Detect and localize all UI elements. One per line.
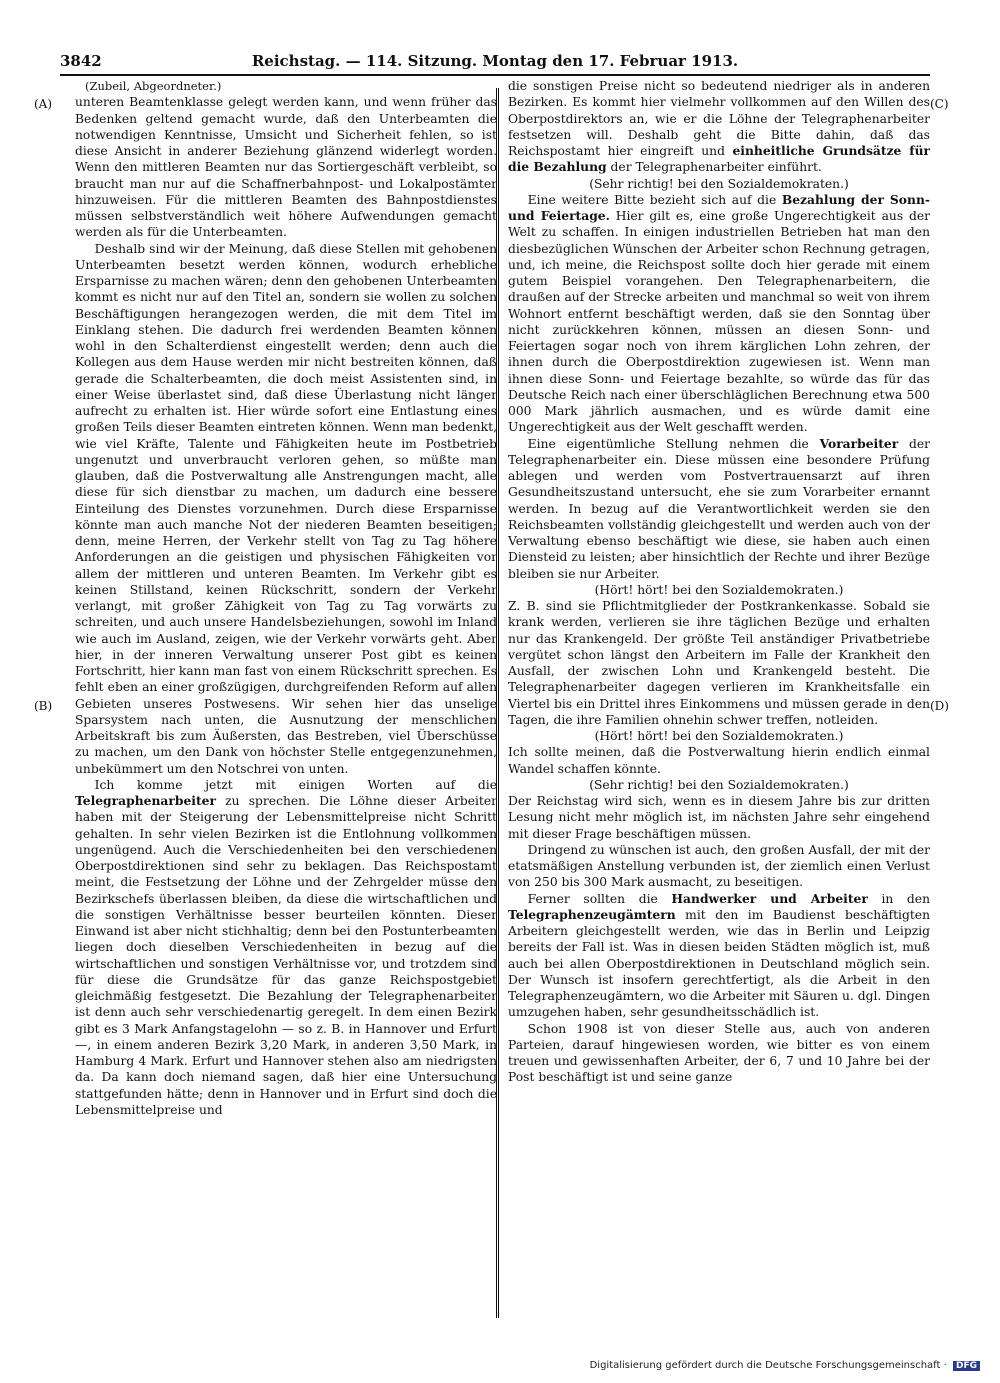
emphasis: einheitliche Grundsätze für die Bezahlung [508, 143, 930, 175]
emphasis: Bezahlung der Sonn- und Feiertage. [508, 191, 930, 223]
dfg-logo: DFG [953, 1361, 980, 1371]
margin-marker-a: (A) [34, 97, 53, 111]
paragraph: Ich sollte meinen, daß die Postverwaltung hierin endlich einmal Wandel schaffen könnte. [508, 745, 930, 776]
interjection: (Hört! hört! bei den Sozialdemokraten.) [594, 582, 844, 597]
emphasis: Telegraphenzeugämtern [508, 906, 676, 922]
paragraph: Eine eigentümliche Stellung nehmen die Vorarbeiter der Telegraphenarbeiter ein. Diese müssen eine besondere Prüfung ablegen und werden vom Postvertrauensarzt auf ihren Gesundheitszustand untersucht, ehe sie zum Vorarbeiter ernannt werden. In bezug auf die Verantwortlichkeit werden sie den Reichsbeamten vollständig gleichgestellt und werden auch von der Verwaltung ebenso beschäftigt wie diese, sie haben auch einen Dienstеid zu leisten; aber hinsichtlich der Rechte und ihrer Bezüge bleiben sie nur Arbeiter. [508, 435, 931, 581]
paragraph: Der Reichstag wird sich, wenn es in diesem Jahre bis zur dritten Lesung nicht mehr möglich ist, im nächsten Jahre sehr eingehend mit dieser Frage beschäftigen müssen. [508, 794, 930, 841]
page-header [60, 52, 930, 76]
footer-text: Digitalisierung gefördert durch die Deutsche Forschungsgemeinschaft · [589, 1360, 947, 1371]
margin-marker-d: (D) [930, 699, 949, 713]
paragraph: unteren Beamtenklasse gelegt werden kann, und wenn früher das Bedenken geltend gemacht wurde, daß den Unterbeamten die notwendigen Kenntnisse, Umsicht und Sicherheit fehlen, so ist diese Ansicht in anderer Beziehung glänzend widerlegt worden. Wenn den mittleren Beamten nur das Sortiergeschäft verbleibt, so braucht man nur auf die Schaffnerbahnpost- und Lokalpostämter hinzuweisen. Für die mittleren Beamten des Bahnpostdienstes müssen selbstverständlich weit höhere Aufwendungen gemacht werden als für die Unterbeamten. [75, 95, 497, 240]
left-column [75, 78, 497, 1118]
interjection: (Sehr richtig! bei den Sozialdemokraten.) [589, 777, 849, 792]
paragraph: Ich komme jetzt mit einigen Worten auf die Telegraphenarbeiter zu sprechen. Die Löhne dieser Arbeiter haben mit der Steigerung der Lebensmittelpreise nicht Schritt gehalten. In sehr vielen Bezirken ist die Entlohnung vollkommen ungenügend. Auch die Verschiedenheiten bei den verschiedenen Oberpostdirektionen sind sehr zu beklagen. Das Reichspostamt meint, die Festsetzung der Löhne und der Zehrgelder müsse den Bezirkschefs überlassen bleiben, da diese die wirtschaftlichen und die sonstigen Verhältnisse besser beurteilen könnten. Dieser Einwand ist aber nicht stichhaltig; denn bei den Postunterbeamten liegen doch dieselben Verschiedenheiten in bezug auf die wirtschaftlichen und sonstigen Verhältnisse vor, und trotzdem sind für diese die Grundsätze für das ganze Reichspostgebiet gleichmäßig festgesetzt. Die Bezahlung der Telegraphenarbeiter ist denn auch sehr verschiedenartig geregelt. In dem einen Bezirk gibt es 3 Mark Anfangstagelohn — so z. B. in Hannover und Erfurt —, in einem anderen Bezirk 3,20 Mark, in anderen 3,50 Mark, in Hamburg 4 Mark. Erfurt und Hannover stehen also am niedrigsten da. Da kann doch niemand sagen, daß hier eine Untersuchung stattgefunden hätte; denn in Hannover und in Erfurt sind doch die Lebensmittelpreise und [75, 777, 497, 1117]
paragraph: Dringend zu wünschen ist auch, den großen Ausfall, der mit der etatsmäßigen Anstellung verbunden ist, der ziemlich einen Verlust von 250 bis 300 Mark ausmacht, zu beseitigen. [508, 842, 930, 890]
margin-marker-b: (B) [34, 699, 53, 713]
emphasis: Telegraphenarbeiter [75, 793, 216, 808]
paragraph: die sonstigen Preise nicht so bedeutend niedriger als in anderen Bezirken. Es kommt hier vielmehr vollkommen auf den Willen des Oberpostdirektors an, wie er die Löhne der Telegraphenarbeiter festsetzen will. Deshalb geht die Bitte dahin, daß das Reichspostamt hier eingreift und einheitliche Grundsätze für die Bezahlung der Telegraphenarbeiter einführt. [508, 79, 930, 175]
interjection: (Hört! hört! bei den Sozialdemokraten.) [594, 729, 844, 743]
paragraph: Eine weitere Bitte bezieht sich auf die Bezahlung der Sonn- und Feiertage. Hier gilt es, eine große Ungerechtigkeit aus der Welt zu schaffen. In einigen industriellen Betrieben hat man den diesbezüglichen Wünschen der Arbeiter schon Rechnung getragen, und, ich meine, die Reichspost sollte doch hier gerade mit einem gutem Beispiel vorangehen. Den Telegraphenarbeitern, die draußen auf der Strecke arbeiten und manchmal so weit von ihrem Wohnort entfernt beschäftigt werden, daß sie den Sonntag über nicht zurückkehren können, müssen an diesen Sonn- und Feiertagen sogar noch von ihrem kärglichen Lohn zehren, der ihnen durch die Oberpostdirektion zugewiesen ist. Wenn man ihnen diese Sonn- und Feiertage bezahlte, so würde das für das Deutsche Reich nach einer überschläglichen Berechnung etwa 500 000 Mark jährlich ausmachen, und es würde damit eine Ungerechtigkeit aus der Welt geschafft werden. [508, 191, 930, 435]
paragraph: Deshalb sind wir der Meinung, daß diese Stellen mit gehobenen Unterbeamten besetzt werden können, wodurch erhebliche Ersparnisse zu machen wären; denn den gehobenen Unterbeamten kommt es nicht nur auf den Titel an, sondern sie wollen zu solchen Beschäftigungen herangezogen werden, die mit dem Titel im Einklang stehen. Die dadurch frei werdenden Beamten können wohl in den Schalterdienst eingestellt werden; denn auch die Kollegen aus dem Hause werden mir nicht bestreiten können, daß gerade die Schalterbeamten, die doch meist Assistenten sind, in einer Weise überlastet sind, daß diese Überlastung nicht länger aufrecht zu erhalten ist. Hier würde sofort eine Entlastung eines großen Teils dieser Beamten eintreten können. Wenn man bedenkt, wie viel Kräfte, Talente und Fähigkeiten heute im Postbetrieb ungenutzt und unverbraucht verloren gehen, so müßte man glauben, daß die Postverwaltung alle Anstrengungen macht, alle diese für sich dienstbar zu machen, um dadurch eine bessere Einteilung des Dienstes vorzunehmen. Durch diese Ersparnisse könnte man auch manche Not der niederen Beamten beseitigen; denn, meine Herren, der Verkehr stellt von Tag zu Tag höhere Anforderungen an die geistigen und physischen Fähigkeiten vor allem der mittleren und unteren Beamten. Im Verkehr gibt es keinen Stillstand, keinen Rückschritt, sondern der Verkehr verlangt, mit großer Zähigkeit von Tag zu Tag vorwärts zu schreiten, und auch unsere Handelsbeziehungen, sowohl im Inland wie auch im Ausland, zeigen, wie der Verkehr vorwärts geht. Aber hier, in der inneren Verwaltung unserer Post gibt es keinen Fortschritt, hier kann man fast von einem Rückschritt sprechen. Es fehlt eben an einer großzügigen, durchgreifenden Reform auf allen Gebieten unseres Postwesens. Wir sehen hier das unselige Sparsystem nach unten, die Ausnutzung der menschlichen Arbeitskraft bis zum Äußersten, das Bestreben, viel Überschüsse zu machen, um den Dank von höchster Stelle entgegenzunehmen, unbekümmert um den Notschrei von unten. [75, 241, 497, 776]
interjection: (Sehr richtig! bei den Sozialdemokraten.) [589, 176, 849, 191]
footer-credit [590, 1360, 980, 1371]
emphasis: Vorarbeiter [819, 435, 899, 451]
page-number: 3842 [60, 52, 102, 70]
running-title: Reichstag. — 114. Sitzung. Montag den 17. Februar 1913. [251, 52, 739, 70]
emphasis: Handwerker und Arbeiter [671, 890, 868, 906]
paragraph: Ferner sollten die Handwerker und Arbeiter in den Telegraphenzeugämtern mit den im Baudienst beschäftigten Arbeitern gleichgestellt werden, wie das in Berlin und Leipzig bereits der Fall ist. Was in diesen beiden Städten möglich ist, muß auch bei allen Oberpostdirektionen in Deutschland möglich sein. Der Wunsch ist insofern gerechtfertigt, als die Arbeit in den Telegraphenzeugämtern, wo die Arbeiter mit Säuren u. dgl. Dingen umzugehen haben, sehr gesundheitsschädlich ist. [508, 890, 930, 1020]
speaker-label: (Zubeil, Abgeordneter.) [85, 79, 222, 93]
paragraph: Schon 1908 ist von dieser Stelle aus, auch von anderen Parteien, darauf hingewiesen worden, wie bitter es von einem treuen und gewissenhaften Arbeiter, der 6, 7 und 10 Jahre bei der Post beschäftigt ist und seine ganze [508, 1021, 930, 1085]
paragraph: Z. B. sind sie Pflichtmitglieder der Postkrankenkasse. Sobald sie krank werden, verlieren sie ihre täglichen Bezüge und erhalten nur das Krankengeld. Der größte Teil anständiger Privatbetriebe vergütet schon längst den Arbeitern im Falle der Krankheit den Ausfall, der zwischen Lohn und Krankengeld besteht. Die Telegraphenarbeiter dagegen verlieren im Krankheitsfalle ein Viertel bis ein Drittel ihres Einkommens und müssen gerade in den Tagen, die ihre Familien ohnehin schwer treffen, notleiden. [508, 599, 930, 727]
margin-marker-c: (C) [930, 97, 949, 111]
right-column [508, 78, 930, 1086]
